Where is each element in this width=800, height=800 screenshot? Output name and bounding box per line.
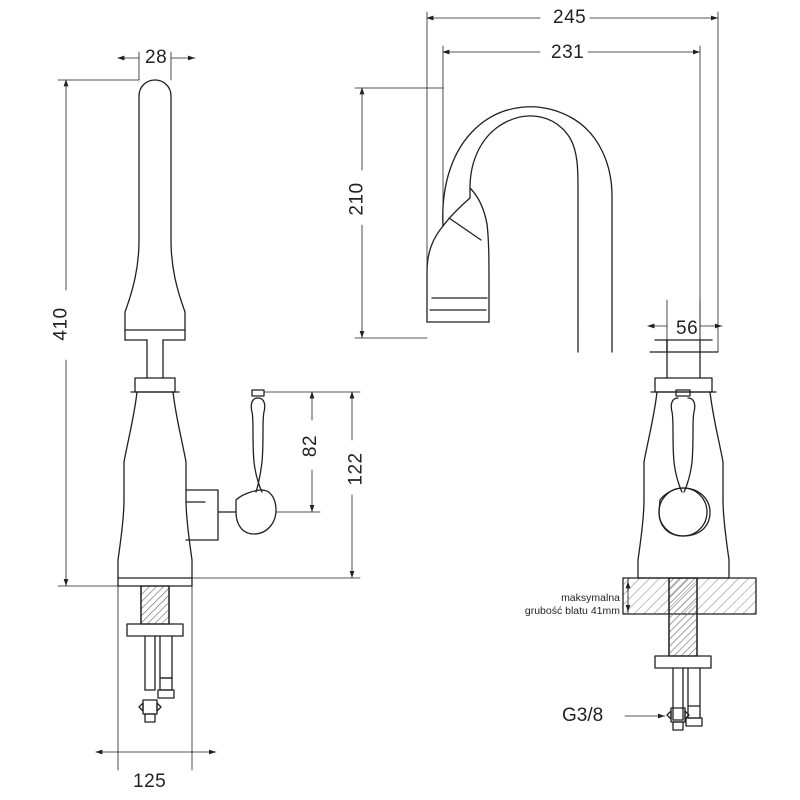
note-max-worktop-thickness [455,592,620,618]
front-view-geometry [118,80,276,722]
dim-handle-height-82-label: 82 [300,434,322,458]
thread-size-callout: G3/8 [562,705,604,726]
front-view-dimension-lines [58,52,360,770]
dim-spout-height-210-label: 210 [346,182,368,216]
dim-reach-245-label: 245 [553,7,587,28]
dim-body-width-56-label: 56 [676,318,699,339]
dim-handle-reach-122-label: 122 [345,452,367,486]
dim-spout-width-28-label: 28 [145,47,168,68]
side-view-geometry [427,107,756,730]
dim-base-width-125-label: 125 [133,771,167,792]
dim-total-height-410-label: 410 [50,307,72,341]
note-line-2: grubość blatu 41mm [524,605,620,617]
dim-reach-231-label: 231 [551,42,585,63]
note-line-1: maksymalna [561,592,620,604]
